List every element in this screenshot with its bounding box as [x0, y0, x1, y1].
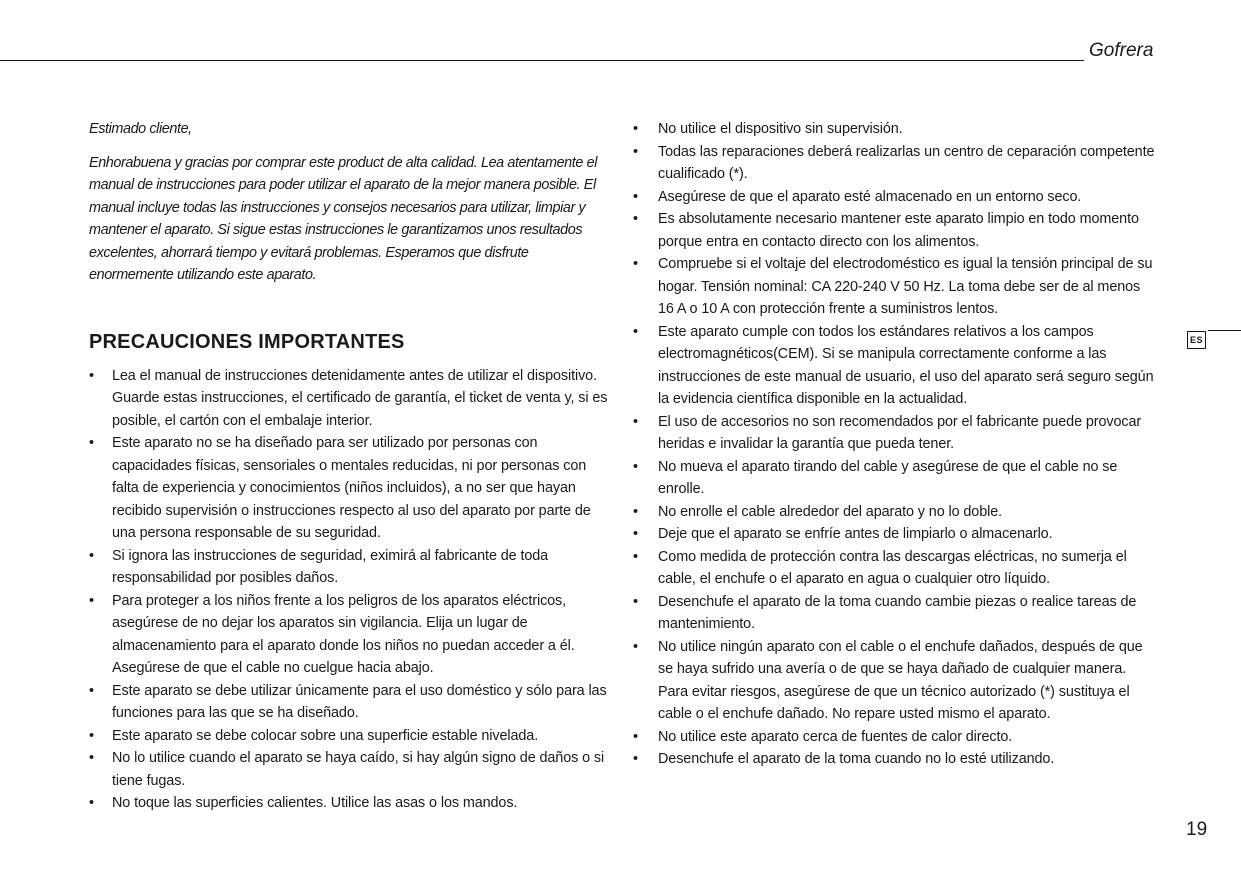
bullet-icon: •	[633, 143, 638, 160]
list-item: • Desenchufe el aparato de la toma cuando no lo esté utilizando.	[633, 748, 1155, 771]
bullet-icon: •	[633, 188, 638, 205]
precautions-list-left	[89, 365, 609, 815]
list-item: • Este aparato se debe utilizar únicamente para el uso doméstico y sólo para las funciones para las que se ha diseñado.	[89, 680, 609, 725]
bullet-icon: •	[633, 728, 638, 745]
list-item: • No utilice ningún aparato con el cable o el enchufe dañados, después de que se haya sufrido una avería o de que se haya dañado de cualquier manera. Para evitar riesgos, asegúrese de que un técnico autorizado (*) sustituya el cable o el enchufe dañado. No repare usted mismo el aparato.	[633, 636, 1155, 726]
bullet-icon: •	[633, 548, 638, 565]
bullet-icon: •	[633, 526, 638, 542]
list-item: • No utilice el dispositivo sin supervisión.	[633, 118, 1155, 141]
page-header-title: Gofrera	[1089, 40, 1154, 61]
intro-paragraph: Enhorabuena y gracias por comprar este product de alta calidad. Lea atentamente el manual de instrucciones para poder utilizar el aparato de la mejor manera posible. El manual incluye todas las instrucciones y consejos necesarios para utilizar, limpiar y mantener el aparato. Si sigue estas instrucciones le garantizamos unos resultados excelentes, ahorrará tiempo y evitará problemas. Esperamos que disfrute enormemente utilizando este aparato.	[89, 154, 597, 283]
list-item: • No utilice este aparato cerca de fuentes de calor directo.	[633, 726, 1155, 749]
list-item: • No enrolle el cable alrededor del aparato y no lo doble.	[633, 501, 1155, 524]
bullet-icon: •	[633, 458, 638, 475]
bullet-icon: •	[633, 211, 638, 227]
bullet-icon: •	[633, 323, 638, 340]
list-item: • No toque las superficies calientes. Utilice las asas o los mandos.	[89, 792, 609, 815]
list-item: • Como medida de protección contra las descargas eléctricas, no sumerja el cable, el enchufe o el aparato en agua o cualquier otro líquido.	[633, 546, 1155, 591]
bullet-icon: •	[89, 547, 94, 564]
list-item: • Si ignora las instrucciones de seguridad, eximirá al fabricante de toda responsabilidad por posibles daños.	[89, 545, 609, 590]
list-item: • Todas las reparaciones deberá realizarlas un centro de ceparación competente cualificado (*).	[633, 141, 1155, 186]
list-item: • Este aparato no se ha diseñado para ser utilizado por personas con capacidades físicas, sensoriales o mentales reducidas, ni por personas con falta de experiencia y conocimientos (niños incluidos), a no ser que hayan recibido supervisión o instrucciones respecto al uso del aparato por parte de una persona responsable de su seguridad.	[89, 432, 609, 545]
right-column	[633, 118, 1155, 771]
bullet-icon: •	[89, 795, 94, 811]
bullet-icon: •	[89, 682, 94, 699]
left-column	[89, 118, 609, 815]
bullet-icon: •	[633, 256, 638, 272]
list-item: • El uso de accesorios no son recomendados por el fabricante puede provocar heridas e invalidar la garantía que pueda tener.	[633, 411, 1155, 456]
list-item: • Asegúrese de que el aparato esté almacenado en un entorno seco.	[633, 186, 1155, 209]
page-number: 19	[1186, 819, 1208, 840]
bullet-icon: •	[89, 592, 94, 609]
bullet-icon: •	[89, 750, 94, 766]
list-item: • No mueva el aparato tirando del cable y asegúrese de que el cable no se enrolle.	[633, 456, 1155, 501]
list-item: • Lea el manual de instrucciones detenidamente antes de utilizar el dispositivo. Guarde estas instrucciones, el certificado de garantía, el ticket de venta y, si es posible, el cartón con el embalaje interior.	[89, 365, 609, 433]
list-item: • Este aparato cumple con todos los estándares relativos a los campos electromagnéticos(CEM). Si se manipula correctamente conforme a las instrucciones de este manual de usuario, el uso del aparato será seguro según la evidencia científica disponible en la actualidad.	[633, 321, 1155, 411]
bullet-icon: •	[633, 593, 638, 610]
section-heading: PRECAUCIONES IMPORTANTES	[89, 330, 405, 353]
bullet-icon: •	[89, 727, 94, 744]
bullet-icon: •	[633, 413, 638, 430]
greeting: Estimado cliente,	[89, 121, 192, 137]
precautions-list-right	[633, 118, 1155, 771]
list-item: • Es absolutamente necesario mantener este aparato limpio en todo momento porque entra en contacto directo con los alimentos.	[633, 208, 1155, 253]
bullet-icon: •	[633, 638, 638, 655]
header-rule	[0, 60, 1084, 61]
bullet-icon: •	[633, 503, 638, 520]
list-item: • Desenchufe el aparato de la toma cuando cambie piezas o realice tareas de mantenimiento.	[633, 591, 1155, 636]
list-item: • Para proteger a los niños frente a los peligros de los aparatos eléctricos, asegúrese de no dejar los aparatos sin vigilancia. Elija un lugar de almacenamiento para el aparato donde los niños no puedan acceder a él. Asegúrese de que el cable no cuelgue hacia abajo.	[89, 590, 609, 680]
bullet-icon: •	[89, 435, 94, 451]
bullet-icon: •	[633, 751, 638, 767]
list-item: • Este aparato se debe colocar sobre una superficie estable nivelada.	[89, 725, 609, 748]
bullet-icon: •	[633, 121, 638, 137]
list-item: • Deje que el aparato se enfríe antes de limpiarlo o almacenarlo.	[633, 523, 1155, 546]
list-item: • Compruebe si el voltaje del electrodoméstico es igual la tensión principal de su hogar. Tensión nominal: CA 220-240 V 50 Hz. La toma debe ser de al menos 16 A o 10 A con protección frente a suministros lentos.	[633, 253, 1155, 321]
bullet-icon: •	[89, 367, 94, 384]
language-tab-rule	[1208, 330, 1241, 331]
list-item: • No lo utilice cuando el aparato se haya caído, si hay algún signo de daños o si tiene fugas.	[89, 747, 609, 792]
language-badge: ES	[1187, 331, 1206, 349]
